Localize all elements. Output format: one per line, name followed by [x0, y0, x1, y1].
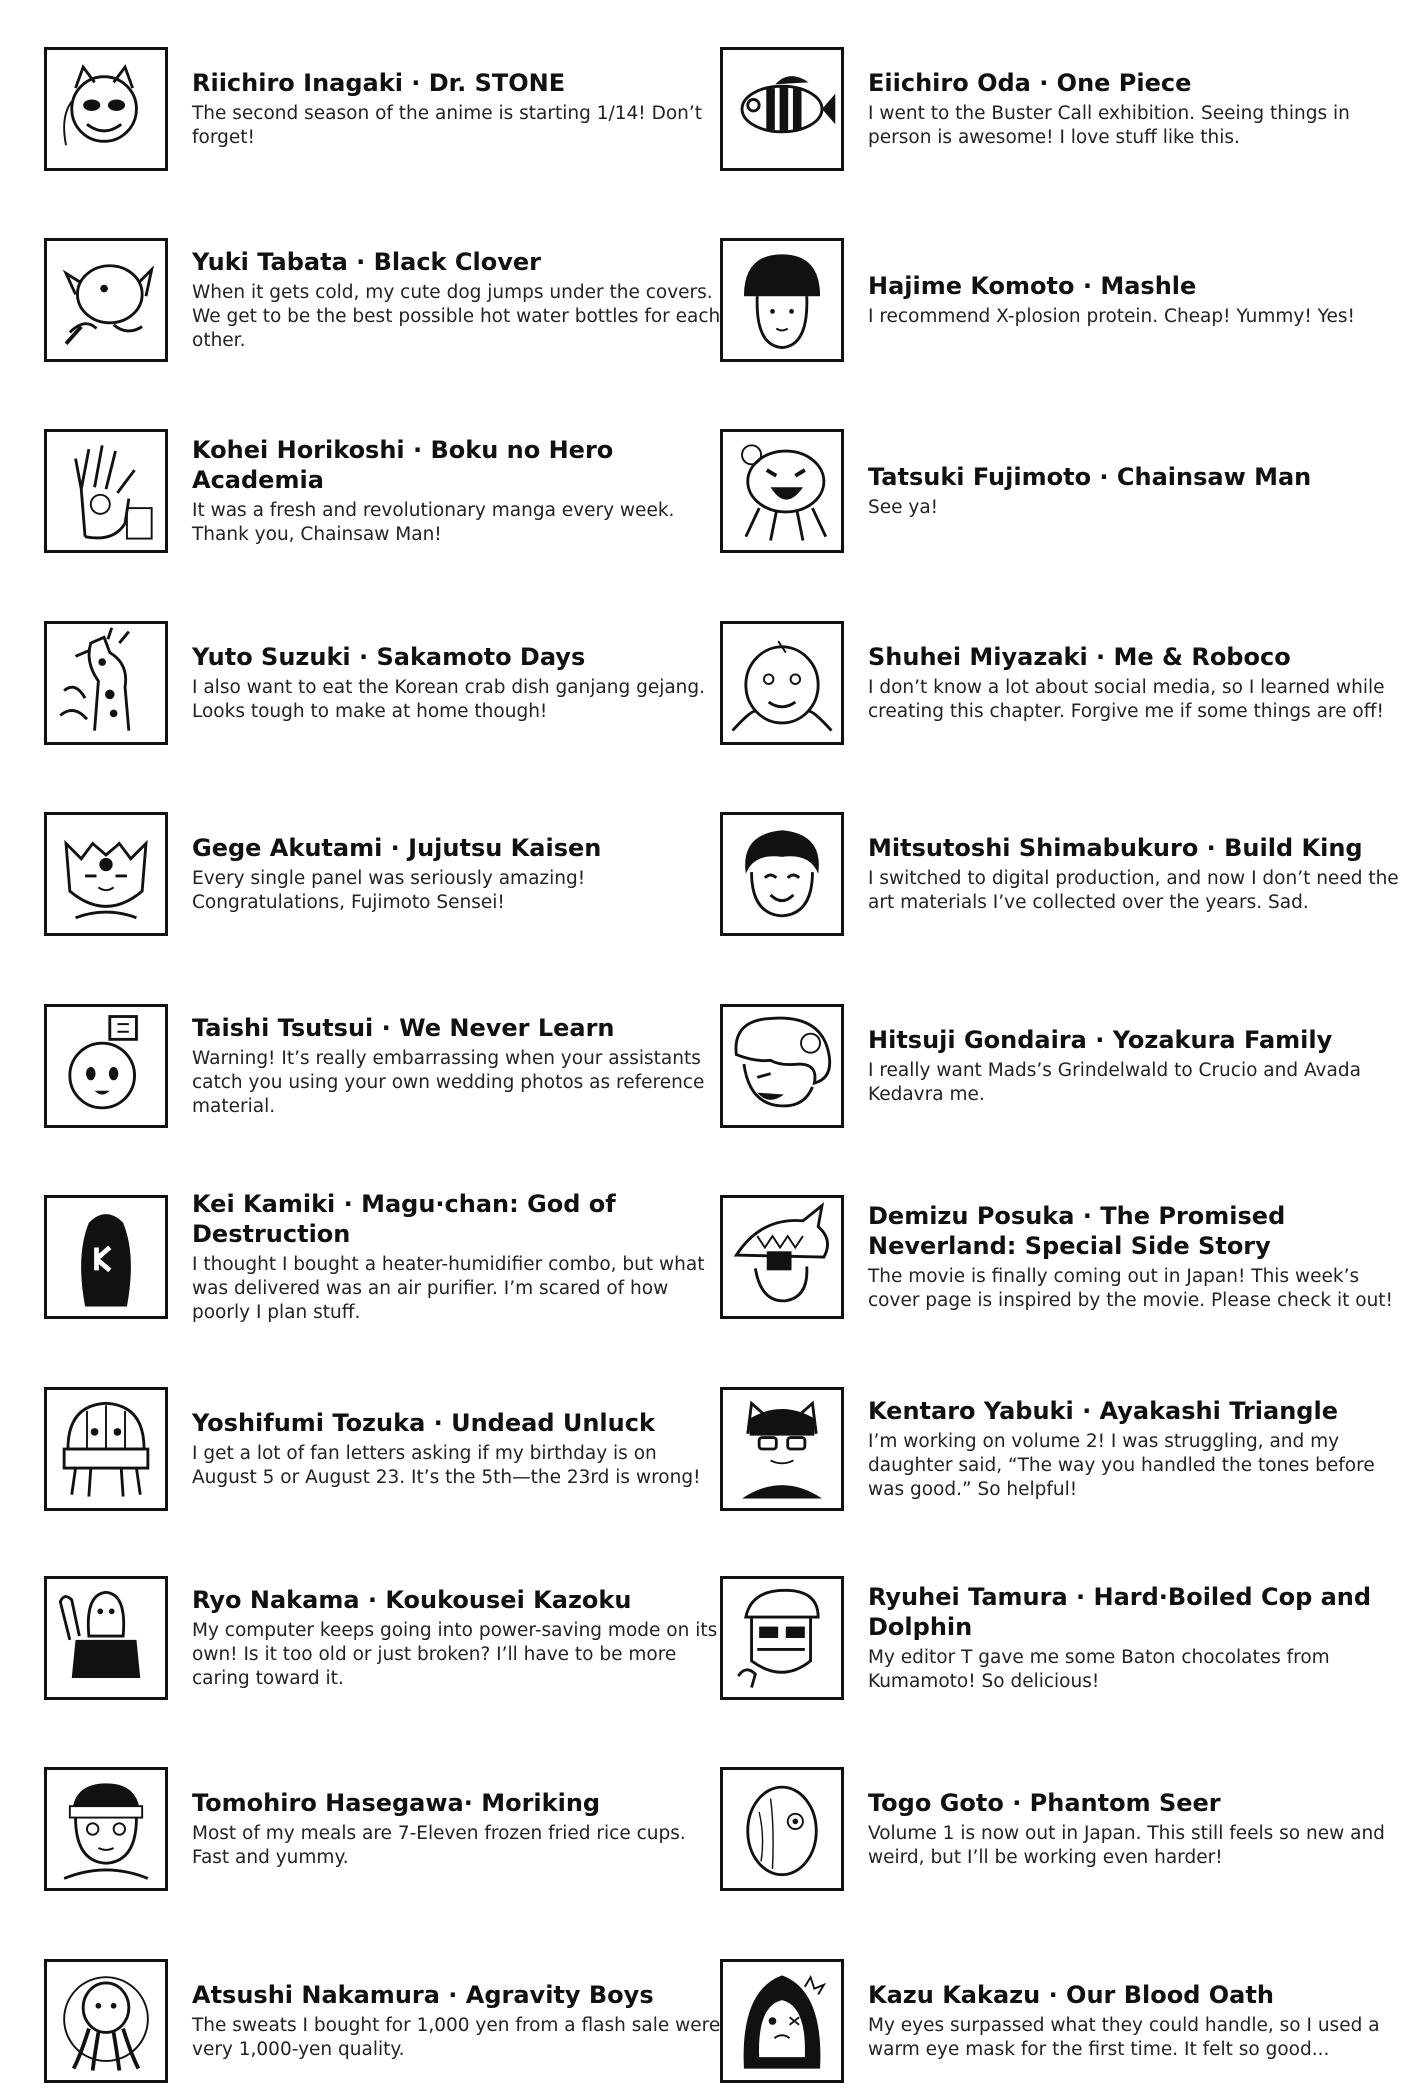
cat-mask-face-icon — [44, 47, 168, 171]
author-comment-entry — [44, 1004, 724, 1144]
author-comment-text: I thought I bought a heater-humidifier combo, but what was delivered was an air purifier. I’m scared of how poorly I plan stuff. — [192, 1254, 705, 1323]
author-text-block — [868, 1576, 1400, 1700]
author-comment-text: Most of my meals are 7-Eleven frozen fried rice cups. Fast and yummy. — [192, 1823, 686, 1868]
author-comment-entry — [720, 1767, 1400, 1907]
author-comment-text: I also want to eat the Korean crab dish ganjang gejang. Looks tough to make at home though! — [192, 677, 706, 722]
author-comment-entry — [720, 429, 1400, 569]
author-comment-entry — [720, 621, 1400, 761]
author-name-and-series: Yuto Suzuki · Sakamoto Days — [192, 643, 586, 671]
author-comment-text: I’m working on volume 2! I was struggling, and my daughter said, “The way you handled the tones before was good.” So helpful! — [868, 1431, 1375, 1500]
author-comment-entry — [720, 1959, 1400, 2099]
author-comment-text: I really want Mads’s Grindelwald to Crucio and Avada Kedavra me. — [868, 1060, 1361, 1105]
author-text-block — [192, 1576, 724, 1700]
author-text-block — [192, 1190, 724, 1323]
shark-costume-icon — [720, 1195, 844, 1319]
author-name-and-series: Yuki Tabata · Black Clover — [192, 248, 541, 276]
mushroom-hair-face-icon — [720, 238, 844, 362]
author-comment-text: Volume 1 is now out in Japan. This still feels so new and weird, but I’ll be working even harder! — [868, 1823, 1385, 1868]
author-comment-text: My eyes surpassed what they could handle, so I used a warm eye mask for the first time. It felt so good... — [868, 2015, 1380, 2060]
knit-hat-creature-icon — [44, 1387, 168, 1511]
headband-boy-icon — [44, 1767, 168, 1891]
raised-hand-icon — [44, 429, 168, 553]
author-comment-entry — [44, 1387, 724, 1527]
author-comment-entry — [44, 238, 724, 378]
author-text-block — [192, 1767, 724, 1891]
author-name-and-series: Tomohiro Hasegawa· Moriking — [192, 1789, 601, 1817]
author-name-and-series: Eiichiro Oda · One Piece — [868, 69, 1192, 97]
author-text-block — [868, 1387, 1400, 1511]
author-name-and-series: Tatsuki Fujimoto · Chainsaw Man — [868, 463, 1312, 491]
author-text-block — [192, 1387, 724, 1511]
author-comment-entry — [720, 1387, 1400, 1527]
author-comment-entry — [720, 1195, 1400, 1335]
author-comment-text: My computer keeps going into power-saving mode on its own! Is it too old or just broken? I’ll have to be more caring toward it. — [192, 1620, 718, 1689]
sheep-curly-hair-icon — [720, 1004, 844, 1128]
author-comment-text: It was a fresh and revolutionary manga every week. Thank you, Chainsaw Man! — [192, 500, 675, 545]
author-comment-entry — [44, 621, 724, 761]
author-text-block — [192, 47, 724, 171]
author-name-and-series: Taishi Tsutsui · We Never Learn — [192, 1014, 615, 1042]
author-name-and-series: Atsushi Nakamura · Agravity Boys — [192, 1981, 654, 2009]
author-comment-text: The movie is finally coming out in Japan! This week’s cover page is inspired by the movie. Please check it out! — [868, 1266, 1393, 1311]
giraffe-head-icon — [44, 621, 168, 745]
waving-ghost-figure-icon — [44, 1576, 168, 1700]
author-name-and-series: Riichiro Inagaki · Dr. STONE — [192, 69, 566, 97]
author-comment-text: Every single panel was seriously amazing! Congratulations, Fujimoto Sensei! — [192, 868, 586, 913]
author-name-and-series: Yoshifumi Tozuka · Undead Unluck — [192, 1409, 655, 1437]
author-comment-text: I get a lot of fan letters asking if my birthday is on August 5 or August 23. It’s the 5th—the 23rd is wrong! — [192, 1443, 701, 1488]
author-comment-entry — [44, 812, 724, 952]
author-name-and-series: Hajime Komoto · Mashle — [868, 272, 1197, 300]
author-comment-entry — [44, 47, 724, 187]
author-comment-entry — [44, 1959, 724, 2099]
long-hair-figure-icon — [44, 1195, 168, 1319]
author-name-and-series: Kentaro Yabuki · Ayakashi Triangle — [868, 1397, 1338, 1425]
author-comment-text: I don’t know a lot about social media, so I learned while creating this chapter. Forgive me if some things are off! — [868, 677, 1385, 722]
author-text-block — [192, 812, 724, 936]
author-comment-entry — [720, 1576, 1400, 1716]
author-comment-text: I went to the Buster Call exhibition. Seeing things in person is awesome! I love stuff like this. — [868, 103, 1350, 148]
cap-glasses-man-icon — [720, 1576, 844, 1700]
author-name-and-series: Kazu Kakazu · Our Blood Oath — [868, 1981, 1274, 2009]
author-name-and-series: Ryuhei Tamura · Hard·Boiled Cop and Dolphin — [868, 1583, 1372, 1641]
smiling-boy-icon — [720, 812, 844, 936]
author-name-and-series: Togo Goto · Phantom Seer — [868, 1789, 1221, 1817]
author-comment-text: The sweats I bought for 1,000 yen from a flash sale were very 1,000-yen quality. — [192, 2015, 721, 2060]
author-comment-text: When it gets cold, my cute dog jumps under the covers. We get to be the best possible hot water bottles for each other. — [192, 282, 721, 351]
author-text-block — [192, 621, 724, 745]
author-comment-entry — [720, 238, 1400, 378]
author-comment-entry — [720, 1004, 1400, 1144]
cat-eared-glasses-man-icon — [720, 1387, 844, 1511]
author-text-block — [192, 1959, 724, 2083]
author-name-and-series: Mitsutoshi Shimabukuro · Build King — [868, 834, 1363, 862]
author-comment-text: I switched to digital production, and now I don’t need the art materials I’ve collected over the years. Sad. — [868, 868, 1399, 913]
author-name-and-series: Shuhei Miyazaki · Me & Roboco — [868, 643, 1291, 671]
author-comment-entry — [44, 1190, 724, 1335]
author-name-and-series: Demizu Posuka · The Promised Neverland: Special Side Story — [868, 1202, 1286, 1260]
author-text-block — [868, 1959, 1400, 2083]
author-comment-entry — [720, 812, 1400, 952]
author-comment-entry — [720, 47, 1400, 187]
bald-chubby-man-icon — [720, 621, 844, 745]
author-text-block — [192, 238, 724, 362]
author-comment-text: My editor T gave me some Baton chocolates from Kumamoto! So delicious! — [868, 1647, 1330, 1692]
author-name-and-series: Hitsuji Gondaira · Yozakura Family — [868, 1026, 1333, 1054]
author-text-block — [868, 47, 1400, 171]
hooded-figure-icon — [720, 1959, 844, 2083]
author-text-block — [868, 238, 1400, 362]
author-text-block — [868, 1004, 1400, 1128]
author-comment-text: See ya! — [868, 497, 939, 518]
author-name-and-series: Ryo Nakama · Koukousei Kazoku — [192, 1586, 632, 1614]
octopus-head-icon — [44, 1959, 168, 2083]
author-text-block — [192, 429, 724, 553]
author-name-and-series: Kohei Horikoshi · Boku no Hero Academia — [192, 436, 614, 494]
shouting-blob-character-icon — [720, 429, 844, 553]
author-name-and-series: Gege Akutami · Jujutsu Kaisen — [192, 834, 602, 862]
author-comment-text: The second season of the anime is starting 1/14! Don’t forget! — [192, 103, 703, 148]
author-text-block — [868, 812, 1400, 936]
author-comment-entry — [44, 1767, 724, 1907]
fluffy-cat-icon — [44, 812, 168, 936]
author-text-block — [192, 1004, 724, 1128]
author-text-block — [868, 1195, 1400, 1319]
egg-with-eye-icon — [720, 1767, 844, 1891]
round-dog-creature-icon — [44, 238, 168, 362]
striped-fish-icon — [720, 47, 844, 171]
author-name-and-series: Kei Kamiki · Magu·chan: God of Destruction — [192, 1190, 616, 1248]
author-comment-text: I recommend X-plosion protein. Cheap! Yummy! Yes! — [868, 306, 1355, 327]
author-text-block — [868, 1767, 1400, 1891]
author-comment-entry — [44, 429, 724, 569]
author-comment-entry — [44, 1576, 724, 1716]
author-comment-text: Warning! It’s really embarrassing when your assistants catch you using your own wedding photos as reference material. — [192, 1048, 705, 1117]
round-head-sign-icon — [44, 1004, 168, 1128]
author-text-block — [868, 621, 1400, 745]
author-text-block — [868, 429, 1400, 553]
